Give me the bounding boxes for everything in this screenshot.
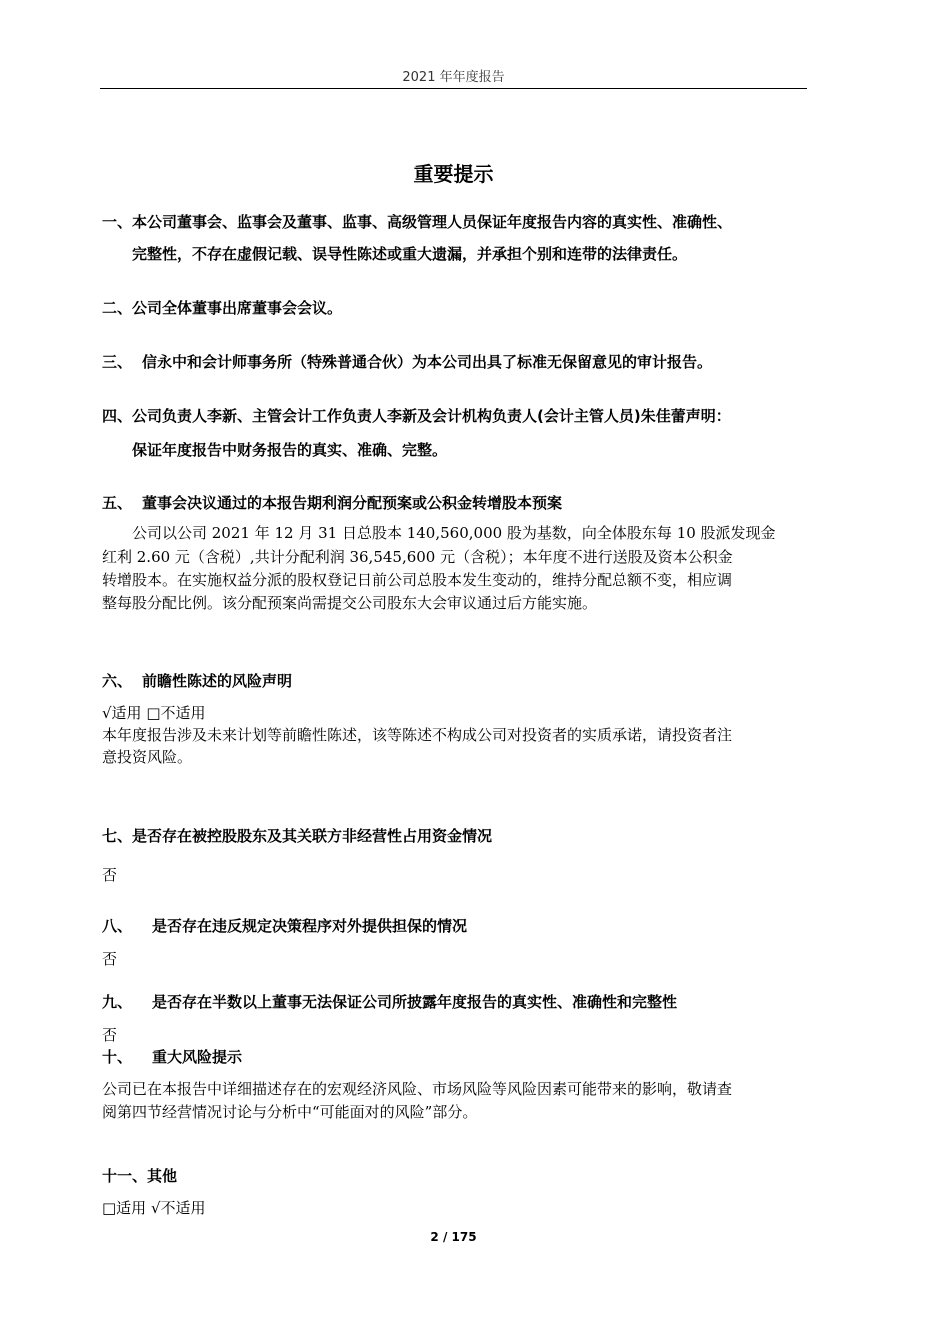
section-2: 二、公司全体董事出席董事会会议。 [102,299,343,317]
section-10-heading [102,1047,242,1067]
section-10-title: 重大风险提示 [152,1048,243,1066]
page-title: 重要提示 [413,162,494,186]
section-8-heading [102,916,467,936]
section-9-answer: 否 [102,1026,118,1044]
section-9-title: 是否存在半数以上董事无法保证公司所披露年度报告的真实性、准确性和完整性 [152,993,678,1011]
section-10-number: 十、 [102,1048,133,1066]
section-10-line-1: 公司已在本报告中详细描述存在的宏观经济风险、市场风险等风险因素可能带来的影响，敬请查 [102,1080,733,1098]
section-5-number: 五、 [102,494,133,512]
page-number: 2 / 175 [430,1230,477,1244]
section-4-line-1: 四、公司负责人李新、主管会计工作负责人李新及会计机构负责人(会计主管人员)朱佳蕾声明： [102,407,731,425]
section-7-answer: 否 [102,866,118,884]
section-11-heading: 十一、其他 [102,1167,178,1185]
section-6-line-2: 意投资风险。 [102,748,193,766]
section-8-title: 是否存在违反规定决策程序对外提供担保的情况 [152,917,468,935]
section-5-line-1: 公司以公司 2021 年 12 月 31 日总股本 140,560,000 股为基数，向全体股东每 10 股派发现金 [102,524,776,542]
section-11-option: □适用 √不适用 [102,1199,206,1217]
section-5-heading [102,493,562,513]
section-1-line-1: 一、本公司董事会、监事会及董事、监事、高级管理人员保证年度报告内容的真实性、准确性、 [102,213,733,231]
section-1-line-2: 完整性，不存在虚假记载、误导性陈述或重大遗漏，并承担个别和连带的法律责任。 [132,245,688,263]
section-6-line-1: 本年度报告涉及未来计划等前瞻性陈述，该等陈述不构成公司对投资者的实质承诺，请投资者注 [102,726,733,744]
header-divider [100,88,807,89]
section-6-heading [102,671,292,691]
section-10-line-2: 阅第四节经营情况讨论与分析中“可能面对的风险”部分。 [102,1103,478,1121]
section-5-title: 董事会决议通过的本报告期利润分配预案或公积金转增股本预案 [142,494,563,512]
section-6-option: √适用 □不适用 [102,704,206,722]
section-3 [102,352,712,372]
section-7-heading: 七、是否存在被控股股东及其关联方非经营性占用资金情况 [102,827,493,845]
section-8-number: 八、 [102,917,133,935]
section-4-line-2: 保证年度报告中财务报告的真实、准确、完整。 [132,441,448,459]
section-6-number: 六、 [102,672,133,690]
section-5-line-2: 红利 2.60 元（含税）,共计分配利润 36,545,600 元（含税）；本年度不进行送股及资本公积金 [102,548,733,566]
section-3-text: 信永中和会计师事务所（特殊普通合伙）为本公司出具了标准无保留意见的审计报告。 [142,353,713,371]
section-3-number: 三、 [102,353,133,371]
section-5-line-4: 整每股分配比例。该分配预案尚需提交公司股东大会审议通过后方能实施。 [102,594,598,612]
section-5-line-3: 转增股本。在实施权益分派的股权登记日前公司总股本发生变动的，维持分配总额不变，相应调 [102,571,733,589]
section-9-number: 九、 [102,993,133,1011]
page-header: 2021 年年度报告 [402,70,505,85]
section-9-heading [102,992,677,1012]
section-6-title: 前瞻性陈述的风险声明 [142,672,293,690]
section-8-answer: 否 [102,950,118,968]
